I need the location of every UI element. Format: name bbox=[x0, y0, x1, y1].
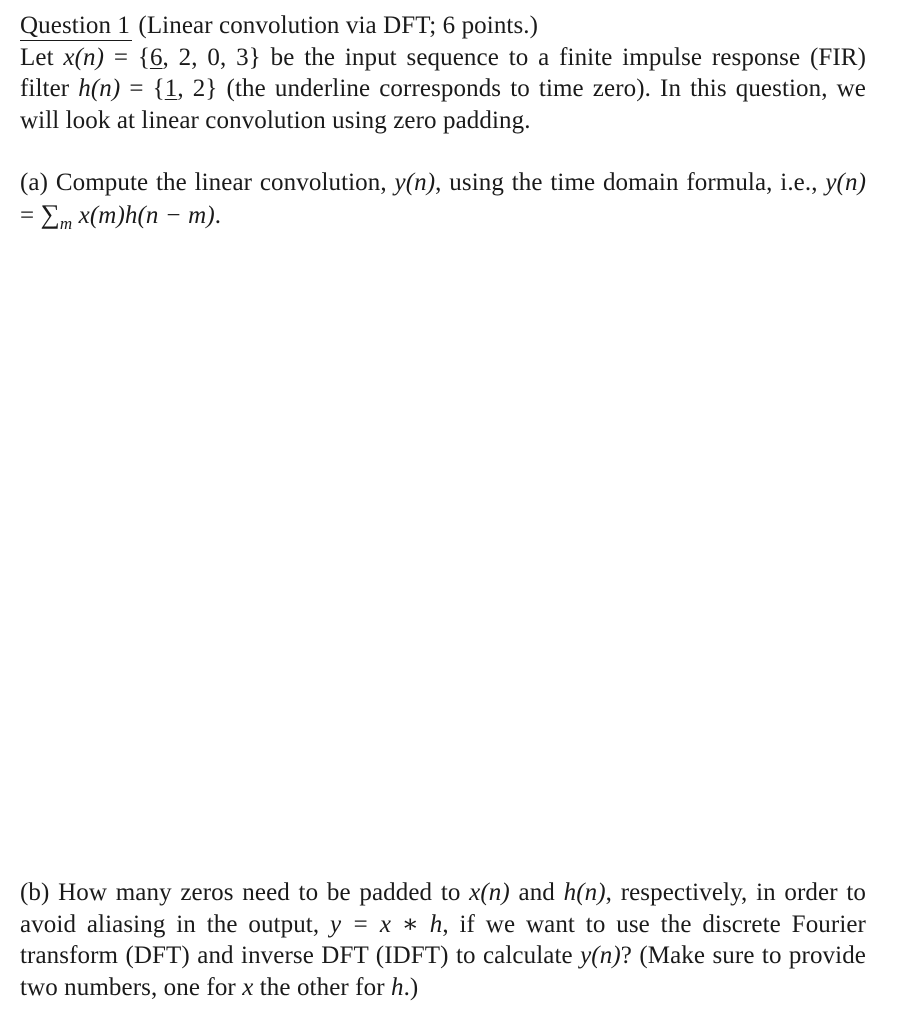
part-b bbox=[20, 877, 866, 1003]
sigma-symbol: ∑ bbox=[40, 198, 60, 229]
math-x-of-n: x(n) bbox=[63, 43, 105, 71]
intro-text: = { bbox=[104, 43, 150, 71]
math-convolution: y = x ∗ h bbox=[330, 910, 443, 938]
question-title: Question 1 bbox=[20, 12, 131, 39]
intro-text: , 2, 0, 3} be the input sequence to a finite impulse response (FIR) filter bbox=[20, 43, 867, 102]
part-b-text: (b) How many zeros need to be padded to bbox=[20, 879, 470, 906]
part-b-text: the other for bbox=[253, 973, 391, 1001]
part-a-text: , using the time domain formula, i.e., bbox=[435, 169, 826, 196]
question-block bbox=[20, 10, 866, 136]
part-b-text: .) bbox=[403, 973, 419, 1001]
sum-subscript: m bbox=[59, 213, 73, 233]
part-b-text: , respectively, in order to avoid aliasing in the output, bbox=[20, 879, 866, 938]
math-y-of-n: y(n) bbox=[580, 942, 621, 969]
math-h-of-n: h(n) bbox=[563, 879, 606, 906]
part-a bbox=[20, 167, 866, 233]
h-time-zero-sample: 1 bbox=[164, 75, 178, 102]
part-a-text: . bbox=[214, 201, 222, 229]
x-time-zero-sample: 6 bbox=[149, 43, 163, 71]
math-h-of-n: h(n) bbox=[78, 75, 121, 102]
convolution-formula: x(m)h(n − m) bbox=[72, 201, 215, 229]
math-h: h bbox=[390, 973, 404, 1001]
question-intro bbox=[20, 42, 866, 137]
math-x: x bbox=[242, 973, 254, 1001]
part-a-text: = bbox=[20, 201, 41, 229]
part-a-text: (a) Compute the linear convolution, bbox=[20, 169, 395, 196]
part-b-text: , if we want to use the discrete Fourier transform (DFT) and inverse DFT (IDFT) to calculate bbox=[20, 910, 866, 969]
math-y-of-n: y(n) bbox=[825, 169, 866, 196]
question-subtitle: (Linear convolution via DFT; 6 points.) bbox=[138, 12, 539, 39]
part-b-text: and bbox=[509, 879, 564, 906]
math-x-of-n: x(n) bbox=[469, 879, 510, 906]
math-y-of-n: y(n) bbox=[394, 169, 436, 196]
question-heading bbox=[20, 10, 866, 42]
intro-text: = { bbox=[120, 75, 165, 102]
intro-text: Let bbox=[20, 43, 64, 71]
intro-text: , 2} (the underline corresponds to time zero). In this question, we will look at linear convolution using zero padding. bbox=[20, 75, 867, 134]
part-b-text: ? (Make sure to provide two numbers, one for bbox=[20, 942, 866, 1001]
